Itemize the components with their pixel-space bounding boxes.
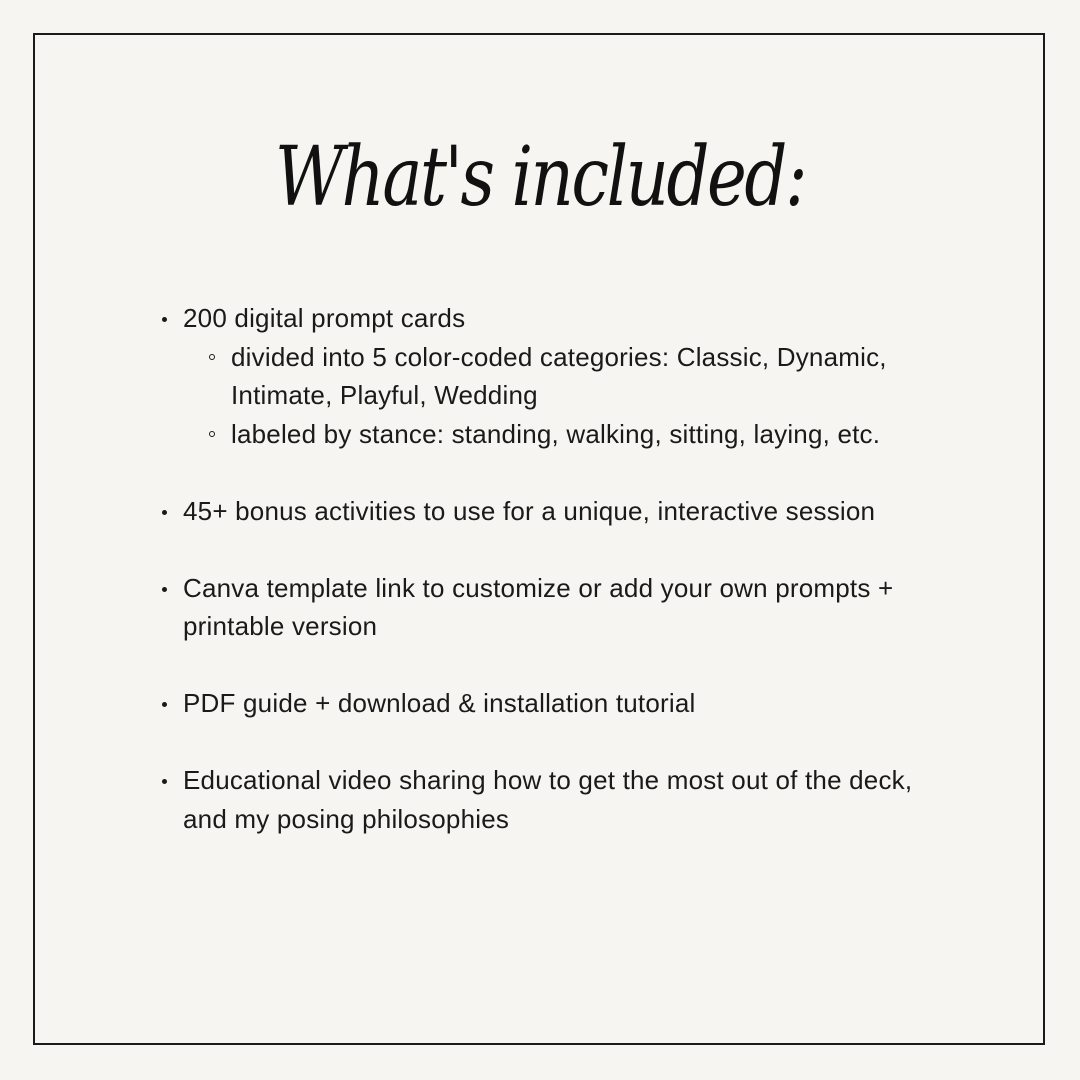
page-title: What's included: — [274, 130, 806, 225]
sub-list — [183, 338, 960, 454]
list-item-prompt-cards — [160, 299, 960, 453]
list-item-text: Educational video sharing how to get the most out of the deck, and my posing philosophies — [183, 765, 913, 834]
list-item-educational-video — [160, 761, 960, 838]
list-item-text: Canva template link to customize or add your own prompts + printable version — [183, 572, 894, 641]
bullet-dot-icon — [162, 702, 167, 707]
bullet-circle-icon — [209, 431, 215, 437]
sub-list-item-categories — [183, 338, 960, 415]
sub-list-item-text: divided into 5 color-coded categories: Classic, Dynamic, Intimate, Playful, Wedding — [231, 341, 887, 410]
sub-list-item-text: labeled by stance: standing, walking, sitting, laying, etc. — [231, 418, 881, 449]
bullet-dot-icon — [162, 779, 167, 784]
included-list — [160, 299, 960, 838]
bullet-dot-icon — [162, 510, 167, 515]
bullet-dot-icon — [162, 587, 167, 592]
list-item-text: 45+ bonus activities to use for a unique, interactive session — [183, 495, 876, 526]
list-item-text: PDF guide + download & installation tutorial — [183, 688, 696, 718]
bullet-dot-icon — [162, 317, 167, 322]
bullet-circle-icon — [209, 354, 215, 360]
list-item-bonus-activities — [160, 492, 960, 531]
list-item-pdf-guide — [160, 684, 960, 723]
list-item-canva-template — [160, 569, 960, 646]
sub-list-item-stance — [183, 415, 960, 454]
list-item-text: 200 digital prompt cards — [183, 303, 466, 333]
